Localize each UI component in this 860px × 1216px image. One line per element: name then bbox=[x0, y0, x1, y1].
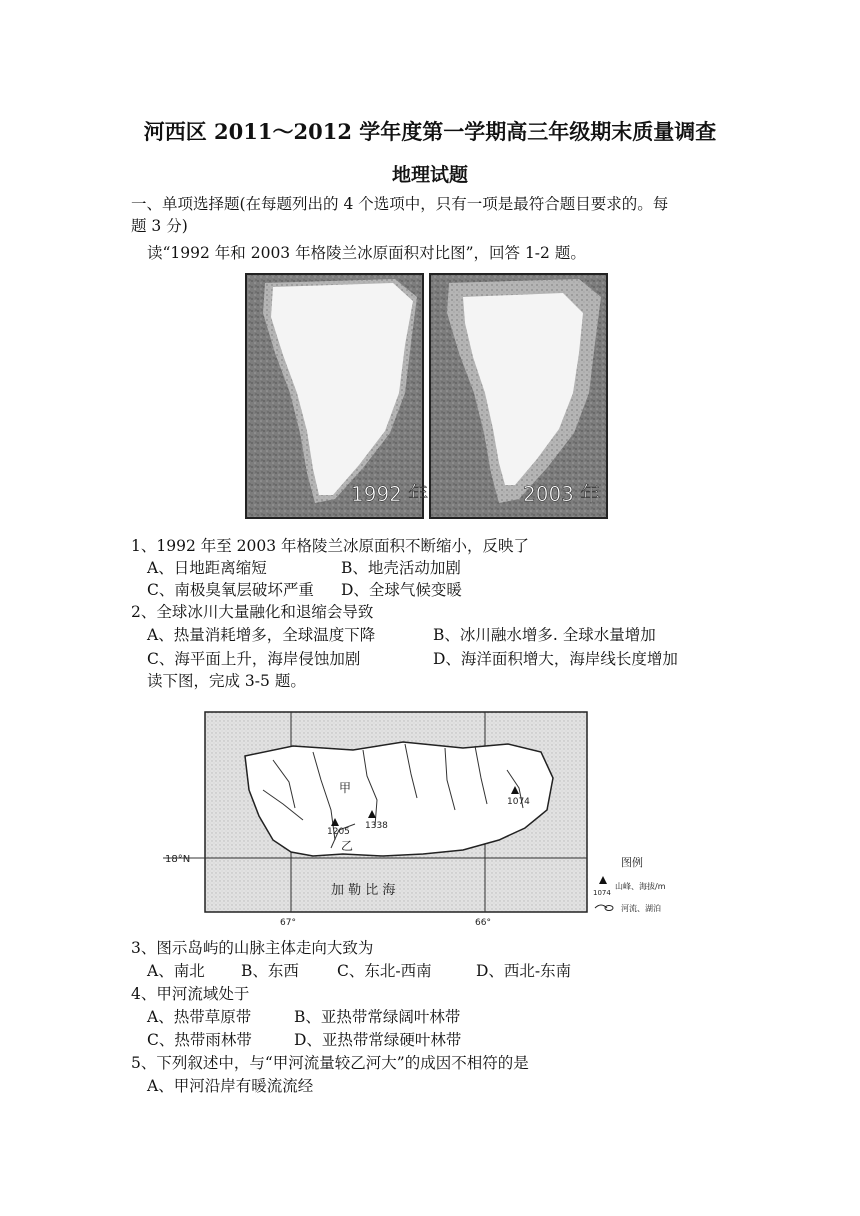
latitude-label: 18°N bbox=[165, 854, 191, 865]
intro-figure2: 读下图，完成 3-5 题。 bbox=[147, 672, 306, 690]
question-5-option-a: A、甲河沿岸有暖流流经 bbox=[147, 1077, 314, 1095]
question-1-option-a: A、日地距离缩短 bbox=[147, 559, 267, 577]
question-1-option-c: C、南极臭氧层破坏严重 bbox=[147, 581, 314, 599]
legend-peak-value: 1074 bbox=[593, 889, 611, 897]
longitude-67-label: 67° bbox=[280, 918, 296, 928]
island-map bbox=[163, 700, 703, 932]
question-3-option-a: A、南北 bbox=[147, 962, 205, 980]
document-subtitle: 地理试题 bbox=[391, 164, 468, 186]
question-5-stem: 5、下列叙述中，与“甲河流量较乙河大”的成因不相符的是 bbox=[131, 1054, 529, 1072]
question-2-option-d: D、海洋面积增大，海岸线长度增加 bbox=[433, 650, 678, 668]
question-4-stem: 4、甲河流域处于 bbox=[131, 985, 250, 1003]
section-heading-line2: 题 3 分) bbox=[131, 217, 188, 235]
question-3-option-b: B、东西 bbox=[241, 962, 299, 980]
section-heading-line1: 一、单项选择题(在每题列出的 4 个选项中，只有一项是最符合题目要求的。每 bbox=[131, 195, 669, 213]
document-title: 河西区 2011～2012 学年度第一学期高三年级期末质量调查 bbox=[143, 119, 717, 144]
question-1-stem: 1、1992 年至 2003 年格陵兰冰原面积不断缩小，反映了 bbox=[131, 537, 530, 555]
river-yi-marker: 乙 bbox=[341, 839, 354, 853]
question-4-option-a: A、热带草原带 bbox=[147, 1008, 252, 1026]
peak-1338-label: 1338 bbox=[365, 821, 388, 831]
legend-lake-icon bbox=[605, 906, 613, 911]
peak-1074-label: 1074 bbox=[507, 797, 530, 807]
question-4-option-b: B、亚热带常绿阔叶林带 bbox=[294, 1008, 461, 1026]
question-1-option-b: B、地壳活动加剧 bbox=[341, 559, 461, 577]
river-jia-marker: 甲 bbox=[339, 781, 352, 795]
legend-peak-label: 山峰、海拔/m bbox=[615, 882, 666, 891]
greenland-photos bbox=[245, 273, 608, 519]
intro-figure1: 读“1992 年和 2003 年格陵兰冰原面积对比图”，回答 1-2 题。 bbox=[147, 244, 586, 262]
greenland-comparison-figure bbox=[245, 273, 608, 519]
longitude-66-label: 66° bbox=[475, 918, 491, 928]
map-legend bbox=[593, 855, 666, 913]
question-3-option-d: D、西北-东南 bbox=[476, 962, 572, 980]
island-map-figure bbox=[163, 700, 703, 932]
legend-title: 图例 bbox=[621, 856, 643, 869]
question-2-option-c: C、海平面上升，海岸侵蚀加剧 bbox=[147, 650, 361, 668]
question-3-option-c: C、东北-西南 bbox=[337, 962, 432, 980]
question-3-stem: 3、图示岛屿的山脉主体走向大致为 bbox=[131, 939, 374, 957]
question-4-option-c: C、热带雨林带 bbox=[147, 1031, 252, 1049]
question-2-option-a: A、热量消耗增多，全球温度下降 bbox=[147, 626, 376, 644]
question-1-option-d: D、全球气候变暖 bbox=[341, 581, 462, 599]
caption-1992: 1992 年 bbox=[351, 482, 429, 506]
caption-2003: 2003 年 bbox=[523, 482, 601, 506]
caribbean-sea-label: 加 勒 比 海 bbox=[331, 883, 396, 898]
peak-1205-label: 1205 bbox=[327, 827, 350, 837]
legend-peak-icon bbox=[599, 876, 607, 884]
question-2-stem: 2、全球冰川大量融化和退缩会导致 bbox=[131, 603, 374, 621]
question-4-option-d: D、亚热带常绿硬叶林带 bbox=[294, 1031, 462, 1049]
legend-river-label: 河流、湖泊 bbox=[621, 904, 661, 913]
question-2-option-b: B、冰川融水增多. 全球水量增加 bbox=[433, 626, 656, 644]
